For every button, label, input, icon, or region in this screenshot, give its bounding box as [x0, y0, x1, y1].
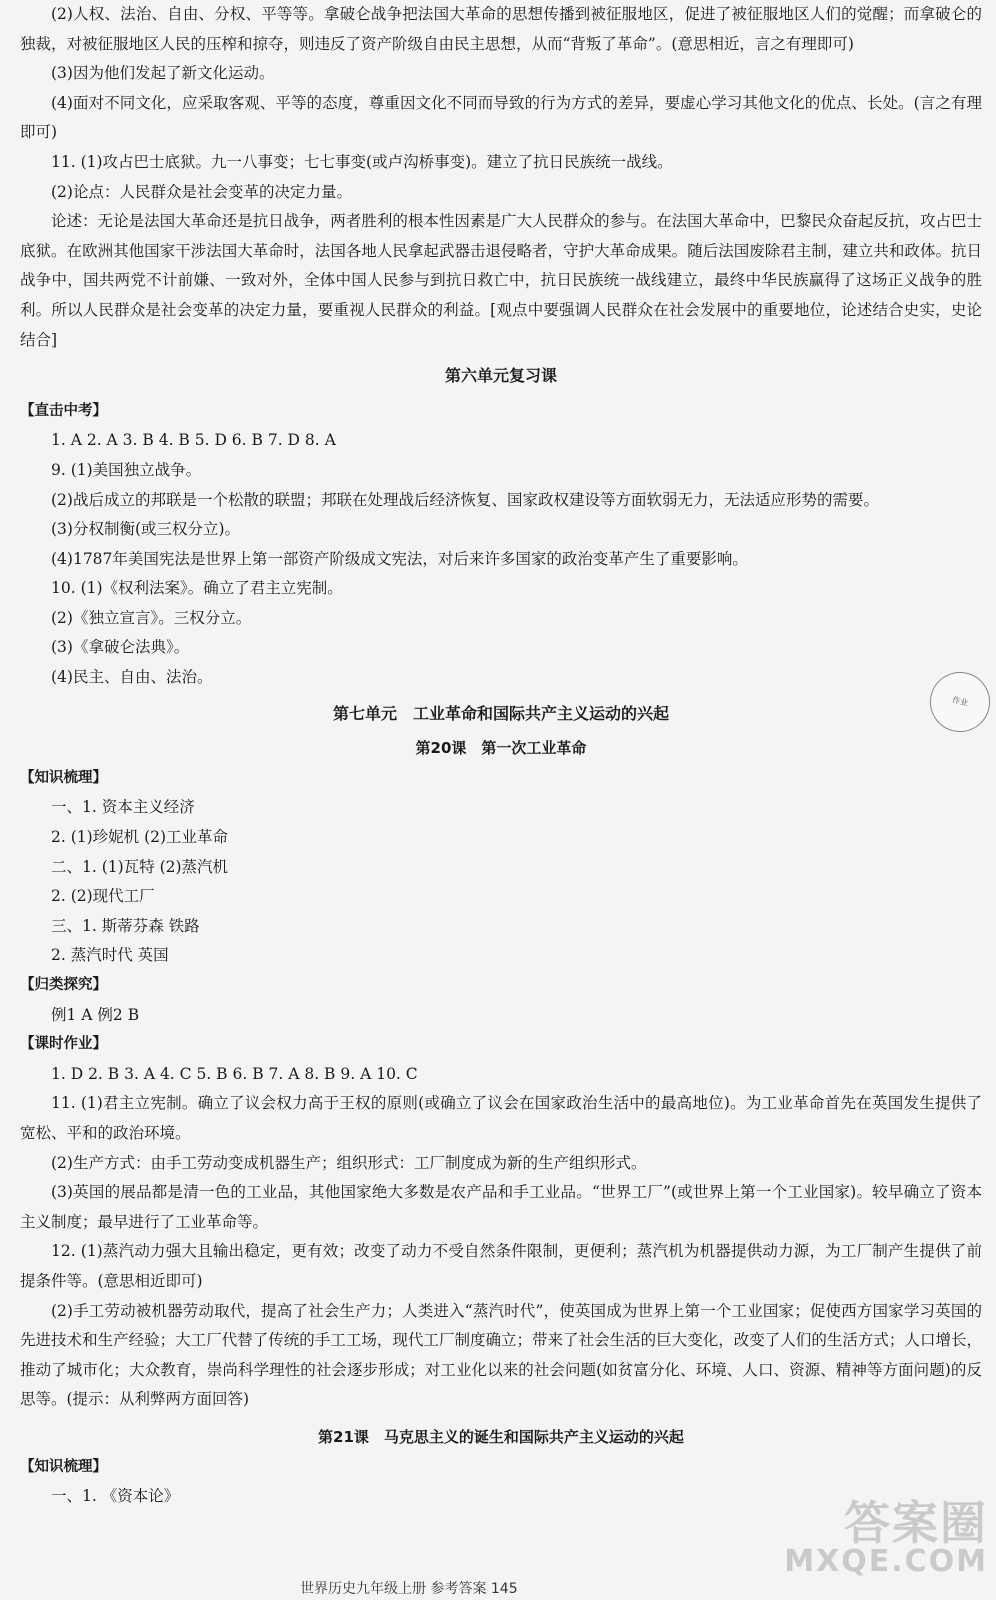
answer-line: 2. (2)现代工厂: [51, 887, 155, 906]
answer-line: 10. (1)《权利法案》。确立了君主立宪制。: [51, 579, 343, 598]
answer-line: (2)人权、法治、自由、分权、平等等。拿破仑战争把法国大革命的思想传播到被征服地区，促进了被征服地区人们的觉醒；而拿破仑的独裁，对被征服地区人民的压榨和掠夺，则违反了资产阶级自由民主思想，从而“背叛了革命”。(意思相近，言之有理即可): [20, 5, 982, 53]
lesson20-title: 第20课 第一次工业革命: [415, 739, 587, 758]
unit7-title: 第七单元 工业革命和国际共产主义运动的兴起: [332, 703, 669, 723]
answer-line: 1. D 2. B 3. A 4. C 5. B 6. B 7. A 8. B 9. A 10. C: [51, 1064, 418, 1083]
lesson21-title: 第21课 马克思主义的诞生和国际共产主义运动的兴起: [318, 1427, 684, 1446]
answer-line: (3)分权制衡(或三权分立)。: [51, 520, 241, 539]
answer-line: 例1 A 例2 B: [51, 1005, 140, 1024]
section-heading: 【知识梳理】: [20, 769, 107, 786]
lesson20-homework: [20, 1060, 982, 1415]
answer-line: (2)战后成立的邦联是一个松散的联盟；邦联在处理战后经济恢复、国家政权建设等方面软弱无力，无法适应形势的需要。: [51, 490, 879, 509]
answer-line: (3)因为他们发起了新文化运动。: [51, 64, 275, 83]
answer-content: [20, 0, 982, 1512]
answer-line: 1. A 2. A 3. B 4. B 5. D 6. B 7. D 8. A: [51, 431, 336, 450]
answer-line: 9. (1)美国独立战争。: [51, 460, 202, 479]
answer-line: (3)《拿破仑法典》。: [51, 638, 190, 657]
watermark-logo: [784, 1496, 988, 1579]
unit6-block: [20, 426, 982, 692]
answer-line: (2)论点：人民群众是社会变革的决定力量。: [51, 182, 352, 201]
answer-line: (3)英国的展品都是清一色的工业品，其他国家绝大多数是农产品和手工业品。“世界工厂”(或世界上第一个工业国家)。较早确立了资本主义制度；最早进行了工业革命等。: [20, 1183, 982, 1231]
unit6-title: 第六单元复习课: [444, 366, 557, 386]
answer-line: (2)手工劳动被机器劳动取代，提高了社会生产力；人类进入“蒸汽时代”，使英国成为世界上第一个工业国家；促使西方国家学习英国的先进技术和生产经验；大工厂代替了传统的手工工场，现代工厂制度确立；带来了社会生活的巨大变化，改变了人们的生活方式；人口增长，推动了城市化；大众教育，崇尚科学理性的社会逐步形成；对工业化以来的社会问题(如贫富分化、环境、人口、资源、精神等方面问题)的反思等。(提示：从利弊两方面回答): [20, 1301, 982, 1409]
stamp-text: 作业: [951, 695, 969, 708]
answer-line: 12. (1)蒸汽动力强大且输出稳定，更有效；改变了动力不受自然条件限制，更便利；蒸汽机为机器提供动力源，为工厂制产生提供了前提条件等。(意思相近即可): [20, 1242, 982, 1290]
answer-line: 2. 蒸汽时代 英国: [51, 946, 169, 965]
answer-line: (2)生产方式：由手工劳动变成机器生产；组织形式：工厂制度成为新的生产组织形式。: [51, 1153, 647, 1172]
page-footer: 世界历史九年级上册 参考答案 145: [300, 1581, 518, 1597]
section-heading: 【归类探究】: [20, 977, 107, 993]
section-heading: 【课时作业】: [20, 1036, 107, 1053]
answer-line: 二、1. (1)瓦特 (2)蒸汽机: [51, 857, 229, 876]
answer-line: 11. (1)君主立宪制。确立了议会权力高于王权的原则(或确立了议会在国家政治生活中的最高地位)。为工业革命首先在英国发生提供了宽松、平和的政治环境。: [20, 1094, 982, 1142]
answer-line: 一、1. 《资本论》: [51, 1487, 180, 1506]
answer-line: 一、1. 资本主义经济: [51, 798, 195, 817]
answer-line: (4)民主、自由、法治。: [51, 668, 213, 687]
lesson20-knowledge: [20, 793, 982, 971]
answer-line: 11. (1)攻占巴士底狱。九一八事变；七七事变(或卢沟桥事变)。建立了抗日民族统一战线。: [51, 152, 673, 171]
answer-line: 2. (1)珍妮机 (2)工业革命: [51, 828, 229, 847]
section-heading: 【直击中考】: [20, 402, 107, 419]
answer-line: 三、1. 斯蒂芬森 铁路: [51, 916, 200, 935]
answer-line: 论述：无论是法国大革命还是抗日战争，两者胜利的根本性因素是广大人民群众的参与。在法国大革命中，巴黎民众奋起反抗，攻占巴士底狱。在欧洲其他国家干涉法国大革命时，法国各地人民拿起武器击退侵略者，守护大革命成果。随后法国废除君主制，建立共和政体。抗日战争中，国共两党不计前嫌、一致对外，全体中国人民参与到抗日救亡中，抗日民族统一战线建立，最终中华民族赢得了这场正义战争的胜利。所以人民群众是社会变革的决定力量，要重视人民群众的利益。[观点中要强调人民群众在社会发展中的重要地位，论述结合史实，史论结合]: [20, 212, 982, 349]
answer-line: (4)面对不同文化，应采取客观、平等的态度，尊重因文化不同而导致的行为方式的差异，要虚心学习其他文化的优点、长处。(言之有理即可): [20, 93, 982, 142]
section-heading: 【知识梳理】: [20, 1458, 107, 1475]
watermark-main: 答案圈: [844, 1496, 988, 1550]
answer-line: (2)《独立宣言》。三权分立。: [51, 608, 252, 627]
answer-line: (4)1787年美国宪法是世界上第一部资产阶级成文宪法，对后来许多国家的政治变革产生了重要影响。: [51, 549, 748, 568]
part1-block: [20, 0, 982, 355]
watermark-sub: MXQE.COM: [784, 1544, 988, 1579]
